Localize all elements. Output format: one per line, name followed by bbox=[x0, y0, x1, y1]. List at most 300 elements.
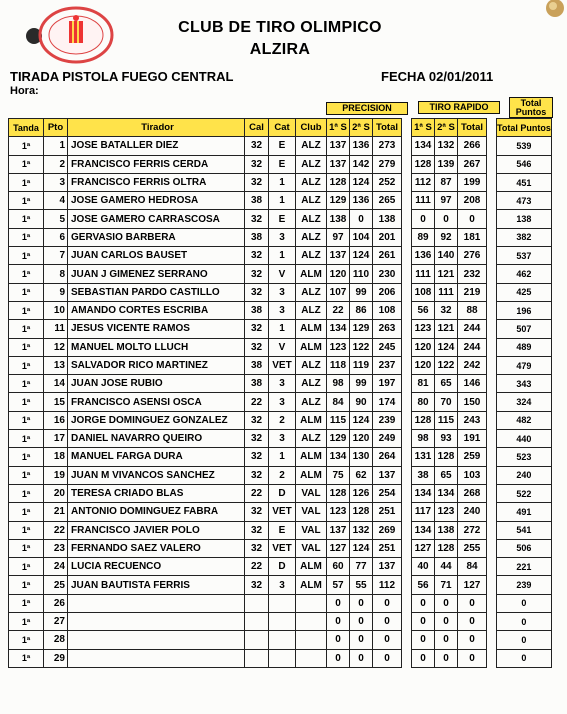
cell-rapid-2s: 121 bbox=[435, 320, 458, 338]
column-gap bbox=[402, 448, 412, 466]
cell-total-points: 239 bbox=[497, 576, 552, 594]
cell-prec-2s: 0 bbox=[350, 649, 373, 667]
cell-cat: 1 bbox=[269, 448, 296, 466]
cell-rapid-2s: 44 bbox=[435, 558, 458, 576]
cell-cat: 3 bbox=[269, 393, 296, 411]
cell-rapid-total: 232 bbox=[458, 265, 487, 283]
cell-club: VAL bbox=[296, 484, 327, 502]
cell-rapid-1s: 134 bbox=[412, 521, 435, 539]
cell-tanda: 1ª bbox=[9, 393, 44, 411]
cell-total-points: 473 bbox=[497, 192, 552, 210]
column-gap bbox=[402, 466, 412, 484]
col-pto: Pto bbox=[44, 119, 68, 137]
cell-total-points: 506 bbox=[497, 539, 552, 557]
column-gap bbox=[487, 631, 497, 649]
cell-club: ALM bbox=[296, 265, 327, 283]
cell-prec-2s: 130 bbox=[350, 448, 373, 466]
column-gap bbox=[487, 503, 497, 521]
table-row bbox=[9, 484, 552, 502]
column-gap bbox=[487, 356, 497, 374]
table-row bbox=[9, 155, 552, 173]
cell-rapid-1s: 136 bbox=[412, 247, 435, 265]
cell-club: ALM bbox=[296, 338, 327, 356]
cell-prec-total: 254 bbox=[373, 484, 402, 502]
cell-rapid-2s: 121 bbox=[435, 265, 458, 283]
cell-cal bbox=[245, 594, 269, 612]
cell-cal: 32 bbox=[245, 411, 269, 429]
cell-club: VAL bbox=[296, 521, 327, 539]
cell-total-points: 221 bbox=[497, 558, 552, 576]
column-gap bbox=[487, 539, 497, 557]
column-gap bbox=[402, 119, 412, 137]
cell-pto: 2 bbox=[44, 155, 68, 173]
total-points-group-header bbox=[509, 97, 553, 118]
cell-pto: 12 bbox=[44, 338, 68, 356]
cell-total-points: 479 bbox=[497, 356, 552, 374]
table-row bbox=[9, 228, 552, 246]
cell-prec-2s: 136 bbox=[350, 192, 373, 210]
col-prec-total: Total bbox=[373, 119, 402, 137]
cell-club: ALZ bbox=[296, 228, 327, 246]
cell-prec-total: 206 bbox=[373, 283, 402, 301]
table-row bbox=[9, 301, 552, 319]
cell-tirador bbox=[68, 613, 245, 631]
cell-cat: E bbox=[269, 155, 296, 173]
results-table bbox=[8, 118, 552, 668]
column-gap bbox=[487, 649, 497, 667]
cell-pto: 11 bbox=[44, 320, 68, 338]
cell-cat bbox=[269, 631, 296, 649]
column-gap bbox=[487, 301, 497, 319]
cell-rapid-1s: 111 bbox=[412, 265, 435, 283]
cell-pto: 8 bbox=[44, 265, 68, 283]
cell-rapid-1s: 0 bbox=[412, 210, 435, 228]
table-row bbox=[9, 411, 552, 429]
cell-rapid-2s: 138 bbox=[435, 521, 458, 539]
cell-prec-total: 279 bbox=[373, 155, 402, 173]
column-gap bbox=[487, 594, 497, 612]
cell-club: ALZ bbox=[296, 192, 327, 210]
cell-club: ALM bbox=[296, 320, 327, 338]
cell-tirador: SALVADOR RICO MARTINEZ bbox=[68, 356, 245, 374]
cell-prec-2s: 122 bbox=[350, 338, 373, 356]
cell-rapid-total: 0 bbox=[458, 210, 487, 228]
cell-prec-1s: 97 bbox=[327, 228, 350, 246]
cell-prec-2s: 99 bbox=[350, 283, 373, 301]
cell-cal: 22 bbox=[245, 393, 269, 411]
cell-tanda: 1ª bbox=[9, 301, 44, 319]
table-row bbox=[9, 192, 552, 210]
cell-rapid-total: 242 bbox=[458, 356, 487, 374]
cell-tirador: FRANCISCO JAVIER POLO bbox=[68, 521, 245, 539]
cell-rapid-total: 240 bbox=[458, 503, 487, 521]
cell-pto: 10 bbox=[44, 301, 68, 319]
cell-rapid-total: 276 bbox=[458, 247, 487, 265]
cell-cat: VET bbox=[269, 539, 296, 557]
column-gap bbox=[487, 393, 497, 411]
cell-rapid-2s: 128 bbox=[435, 539, 458, 557]
cell-tirador: FRANCISCO FERRIS CERDA bbox=[68, 155, 245, 173]
cell-club bbox=[296, 613, 327, 631]
cell-prec-2s: 124 bbox=[350, 411, 373, 429]
cell-club: ALM bbox=[296, 448, 327, 466]
cell-prec-1s: 123 bbox=[327, 503, 350, 521]
column-gap bbox=[487, 155, 497, 173]
cell-club: ALZ bbox=[296, 137, 327, 155]
table-row bbox=[9, 448, 552, 466]
cell-tirador: MANUEL MOLTO LLUCH bbox=[68, 338, 245, 356]
column-gap bbox=[402, 631, 412, 649]
cell-cat: 1 bbox=[269, 320, 296, 338]
table-row bbox=[9, 613, 552, 631]
column-gap bbox=[487, 613, 497, 631]
cell-total-points: 541 bbox=[497, 521, 552, 539]
cell-tanda: 1ª bbox=[9, 576, 44, 594]
cell-cat: 1 bbox=[269, 247, 296, 265]
cell-rapid-2s: 0 bbox=[435, 613, 458, 631]
cell-cal: 32 bbox=[245, 338, 269, 356]
cell-tanda: 1ª bbox=[9, 539, 44, 557]
column-gap bbox=[402, 576, 412, 594]
cell-total-points: 382 bbox=[497, 228, 552, 246]
cell-tanda: 1ª bbox=[9, 137, 44, 155]
cell-rapid-1s: 80 bbox=[412, 393, 435, 411]
table-row bbox=[9, 393, 552, 411]
cell-rapid-1s: 120 bbox=[412, 338, 435, 356]
cell-prec-1s: 22 bbox=[327, 301, 350, 319]
cell-prec-2s: 0 bbox=[350, 631, 373, 649]
cell-prec-2s: 129 bbox=[350, 320, 373, 338]
cell-rapid-2s: 70 bbox=[435, 393, 458, 411]
cell-club: ALZ bbox=[296, 247, 327, 265]
total-line1: Total bbox=[520, 98, 542, 108]
column-gap bbox=[402, 393, 412, 411]
column-gap bbox=[402, 228, 412, 246]
cell-tirador: FRANCISCO FERRIS OLTRA bbox=[68, 173, 245, 191]
cell-prec-1s: 120 bbox=[327, 265, 350, 283]
cell-cal: 38 bbox=[245, 192, 269, 210]
cell-cal: 32 bbox=[245, 283, 269, 301]
cell-tanda: 1ª bbox=[9, 155, 44, 173]
cell-rapid-total: 103 bbox=[458, 466, 487, 484]
column-gap bbox=[402, 301, 412, 319]
cell-pto: 25 bbox=[44, 576, 68, 594]
cell-club: ALZ bbox=[296, 393, 327, 411]
cell-prec-total: 0 bbox=[373, 631, 402, 649]
cell-tirador: JUAN BAUTISTA FERRIS bbox=[68, 576, 245, 594]
column-gap bbox=[487, 411, 497, 429]
cell-prec-total: 252 bbox=[373, 173, 402, 191]
cell-rapid-1s: 56 bbox=[412, 576, 435, 594]
cell-rapid-total: 272 bbox=[458, 521, 487, 539]
cell-prec-1s: 134 bbox=[327, 320, 350, 338]
col-prec-2s: 2ª S bbox=[350, 119, 373, 137]
cell-club bbox=[296, 594, 327, 612]
col-total-points: Total Puntos bbox=[497, 119, 552, 137]
cell-cat: 2 bbox=[269, 466, 296, 484]
total-line2: Puntos bbox=[515, 107, 547, 117]
club-title: CLUB DE TIRO OLIMPICO bbox=[178, 19, 382, 36]
cell-pto: 1 bbox=[44, 137, 68, 155]
column-gap bbox=[487, 484, 497, 502]
column-gap bbox=[402, 649, 412, 667]
cell-tirador bbox=[68, 649, 245, 667]
cell-prec-total: 230 bbox=[373, 265, 402, 283]
cell-rapid-1s: 98 bbox=[412, 430, 435, 448]
cell-pto: 24 bbox=[44, 558, 68, 576]
cell-prec-2s: 0 bbox=[350, 210, 373, 228]
cell-total-points: 324 bbox=[497, 393, 552, 411]
cell-total-points: 440 bbox=[497, 430, 552, 448]
cell-cat: 3 bbox=[269, 375, 296, 393]
cell-prec-1s: 107 bbox=[327, 283, 350, 301]
cell-rapid-total: 191 bbox=[458, 430, 487, 448]
cell-club: ALM bbox=[296, 411, 327, 429]
column-gap bbox=[402, 503, 412, 521]
cell-tanda: 1ª bbox=[9, 649, 44, 667]
cell-rapid-1s: 128 bbox=[412, 411, 435, 429]
cell-prec-1s: 0 bbox=[327, 594, 350, 612]
column-gap bbox=[402, 283, 412, 301]
cell-tanda: 1ª bbox=[9, 521, 44, 539]
cell-rapid-total: 259 bbox=[458, 448, 487, 466]
cell-prec-2s: 99 bbox=[350, 375, 373, 393]
cell-cat: 2 bbox=[269, 411, 296, 429]
cell-rapid-total: 243 bbox=[458, 411, 487, 429]
cell-rapid-total: 208 bbox=[458, 192, 487, 210]
cell-prec-total: 174 bbox=[373, 393, 402, 411]
cell-cat: E bbox=[269, 137, 296, 155]
cell-prec-2s: 0 bbox=[350, 613, 373, 631]
cell-prec-2s: 86 bbox=[350, 301, 373, 319]
table-row bbox=[9, 210, 552, 228]
cell-rapid-2s: 128 bbox=[435, 448, 458, 466]
cell-prec-2s: 128 bbox=[350, 503, 373, 521]
cell-tanda: 1ª bbox=[9, 192, 44, 210]
cell-total-points: 0 bbox=[497, 613, 552, 631]
cell-cal: 32 bbox=[245, 173, 269, 191]
cell-cat: V bbox=[269, 265, 296, 283]
cell-rapid-2s: 87 bbox=[435, 173, 458, 191]
table-row bbox=[9, 356, 552, 374]
cell-club: ALZ bbox=[296, 173, 327, 191]
cell-total-points: 539 bbox=[497, 137, 552, 155]
cell-cat: 3 bbox=[269, 576, 296, 594]
table-row bbox=[9, 320, 552, 338]
cell-rapid-total: 88 bbox=[458, 301, 487, 319]
cell-pto: 22 bbox=[44, 521, 68, 539]
cell-tanda: 1ª bbox=[9, 283, 44, 301]
column-gap bbox=[487, 430, 497, 448]
cell-pto: 26 bbox=[44, 594, 68, 612]
cell-rapid-total: 181 bbox=[458, 228, 487, 246]
cell-total-points: 523 bbox=[497, 448, 552, 466]
column-gap bbox=[487, 338, 497, 356]
cell-rapid-1s: 123 bbox=[412, 320, 435, 338]
cell-pto: 13 bbox=[44, 356, 68, 374]
cell-tirador: AMANDO CORTES ESCRIBA bbox=[68, 301, 245, 319]
cell-prec-2s: 132 bbox=[350, 521, 373, 539]
cell-tanda: 1ª bbox=[9, 430, 44, 448]
cell-prec-1s: 128 bbox=[327, 173, 350, 191]
column-gap bbox=[487, 265, 497, 283]
column-gap bbox=[402, 210, 412, 228]
cell-prec-2s: 124 bbox=[350, 539, 373, 557]
column-gap bbox=[402, 155, 412, 173]
cell-rapid-1s: 0 bbox=[412, 594, 435, 612]
cell-rapid-total: 219 bbox=[458, 283, 487, 301]
cell-prec-1s: 118 bbox=[327, 356, 350, 374]
cell-club bbox=[296, 631, 327, 649]
cell-rapid-total: 199 bbox=[458, 173, 487, 191]
cell-prec-2s: 142 bbox=[350, 155, 373, 173]
cell-tirador: JUAN J GIMENEZ SERRANO bbox=[68, 265, 245, 283]
column-gap bbox=[402, 484, 412, 502]
cell-rapid-2s: 32 bbox=[435, 301, 458, 319]
event-date: FECHA 02/01/2011 bbox=[381, 69, 494, 84]
cell-tirador: LUCIA RECUENCO bbox=[68, 558, 245, 576]
club-city: ALZIRA bbox=[249, 41, 311, 58]
cell-total-points: 196 bbox=[497, 301, 552, 319]
cell-rapid-total: 150 bbox=[458, 393, 487, 411]
cell-tirador: JOSE GAMERO CARRASCOSA bbox=[68, 210, 245, 228]
cell-rapid-1s: 81 bbox=[412, 375, 435, 393]
column-gap bbox=[487, 137, 497, 155]
cell-total-points: 138 bbox=[497, 210, 552, 228]
cell-cal: 32 bbox=[245, 137, 269, 155]
cell-tanda: 1ª bbox=[9, 631, 44, 649]
cell-rapid-total: 0 bbox=[458, 649, 487, 667]
cell-rapid-total: 255 bbox=[458, 539, 487, 557]
cell-tirador: TERESA CRIADO BLAS bbox=[68, 484, 245, 502]
cell-rapid-1s: 0 bbox=[412, 649, 435, 667]
cell-cal: 38 bbox=[245, 228, 269, 246]
cell-rapid-2s: 93 bbox=[435, 430, 458, 448]
cell-rapid-2s: 111 bbox=[435, 283, 458, 301]
column-gap bbox=[402, 558, 412, 576]
cell-tirador: JUAN JOSE RUBIO bbox=[68, 375, 245, 393]
cell-club: ALZ bbox=[296, 283, 327, 301]
cell-prec-1s: 0 bbox=[327, 631, 350, 649]
cell-rapid-1s: 111 bbox=[412, 192, 435, 210]
cell-cal: 32 bbox=[245, 503, 269, 521]
cell-tirador: JESUS VICENTE RAMOS bbox=[68, 320, 245, 338]
column-gap bbox=[402, 320, 412, 338]
cell-prec-total: 239 bbox=[373, 411, 402, 429]
table-row bbox=[9, 631, 552, 649]
cell-tanda: 1ª bbox=[9, 265, 44, 283]
column-gap bbox=[487, 173, 497, 191]
cell-total-points: 0 bbox=[497, 594, 552, 612]
cell-tanda: 1ª bbox=[9, 466, 44, 484]
cell-prec-total: 261 bbox=[373, 247, 402, 265]
table-header-row bbox=[9, 119, 552, 137]
cell-prec-1s: 134 bbox=[327, 448, 350, 466]
cell-rapid-total: 268 bbox=[458, 484, 487, 502]
cell-cal: 32 bbox=[245, 448, 269, 466]
column-gap bbox=[487, 576, 497, 594]
cell-prec-1s: 75 bbox=[327, 466, 350, 484]
cell-tirador: JOSE GAMERO HEDROSA bbox=[68, 192, 245, 210]
cell-club bbox=[296, 649, 327, 667]
col-rapid-total: Total bbox=[458, 119, 487, 137]
cell-prec-1s: 127 bbox=[327, 539, 350, 557]
event-title: TIRADA PISTOLA FUEGO CENTRAL bbox=[10, 69, 234, 84]
cell-pto: 9 bbox=[44, 283, 68, 301]
cell-tanda: 1ª bbox=[9, 613, 44, 631]
cell-total-points: 425 bbox=[497, 283, 552, 301]
cell-prec-2s: 90 bbox=[350, 393, 373, 411]
column-gap bbox=[487, 228, 497, 246]
column-gap bbox=[402, 338, 412, 356]
cell-rapid-1s: 108 bbox=[412, 283, 435, 301]
cell-prec-total: 0 bbox=[373, 594, 402, 612]
cell-pto: 19 bbox=[44, 466, 68, 484]
cell-rapid-1s: 38 bbox=[412, 466, 435, 484]
cell-prec-2s: 55 bbox=[350, 576, 373, 594]
cell-prec-1s: 123 bbox=[327, 338, 350, 356]
cell-prec-1s: 0 bbox=[327, 613, 350, 631]
table-row bbox=[9, 430, 552, 448]
cell-cat: E bbox=[269, 521, 296, 539]
cell-total-points: 522 bbox=[497, 484, 552, 502]
cell-prec-total: 265 bbox=[373, 192, 402, 210]
cell-pto: 18 bbox=[44, 448, 68, 466]
cell-total-points: 0 bbox=[497, 649, 552, 667]
column-gap bbox=[402, 594, 412, 612]
cell-prec-total: 249 bbox=[373, 430, 402, 448]
cell-rapid-total: 84 bbox=[458, 558, 487, 576]
cell-club: ALZ bbox=[296, 356, 327, 374]
column-gap bbox=[487, 119, 497, 137]
column-gap bbox=[402, 173, 412, 191]
table-row bbox=[9, 137, 552, 155]
cell-prec-2s: 136 bbox=[350, 137, 373, 155]
cell-rapid-total: 244 bbox=[458, 338, 487, 356]
cell-total-points: 482 bbox=[497, 411, 552, 429]
cell-rapid-2s: 134 bbox=[435, 484, 458, 502]
table-row bbox=[9, 338, 552, 356]
cell-rapid-total: 266 bbox=[458, 137, 487, 155]
cell-rapid-2s: 0 bbox=[435, 631, 458, 649]
cell-cal: 38 bbox=[245, 356, 269, 374]
cell-cal: 32 bbox=[245, 539, 269, 557]
column-gap bbox=[402, 247, 412, 265]
precision-group-header: PRECISION bbox=[326, 102, 408, 115]
cell-cal: 38 bbox=[245, 301, 269, 319]
cell-club: ALM bbox=[296, 466, 327, 484]
cell-prec-total: 273 bbox=[373, 137, 402, 155]
cell-pto: 14 bbox=[44, 375, 68, 393]
column-gap bbox=[487, 247, 497, 265]
cell-club: ALM bbox=[296, 576, 327, 594]
cell-cal: 38 bbox=[245, 375, 269, 393]
cell-rapid-total: 267 bbox=[458, 155, 487, 173]
cell-pto: 21 bbox=[44, 503, 68, 521]
cell-cat: 1 bbox=[269, 192, 296, 210]
cell-cat: E bbox=[269, 210, 296, 228]
cell-total-points: 507 bbox=[497, 320, 552, 338]
cell-prec-total: 112 bbox=[373, 576, 402, 594]
column-gap bbox=[402, 521, 412, 539]
cell-tanda: 1ª bbox=[9, 484, 44, 502]
cell-total-points: 462 bbox=[497, 265, 552, 283]
cell-club: ALZ bbox=[296, 210, 327, 228]
cell-tirador: SEBASTIAN PARDO CASTILLO bbox=[68, 283, 245, 301]
cell-cat: 3 bbox=[269, 301, 296, 319]
cell-prec-2s: 119 bbox=[350, 356, 373, 374]
column-gap bbox=[487, 521, 497, 539]
